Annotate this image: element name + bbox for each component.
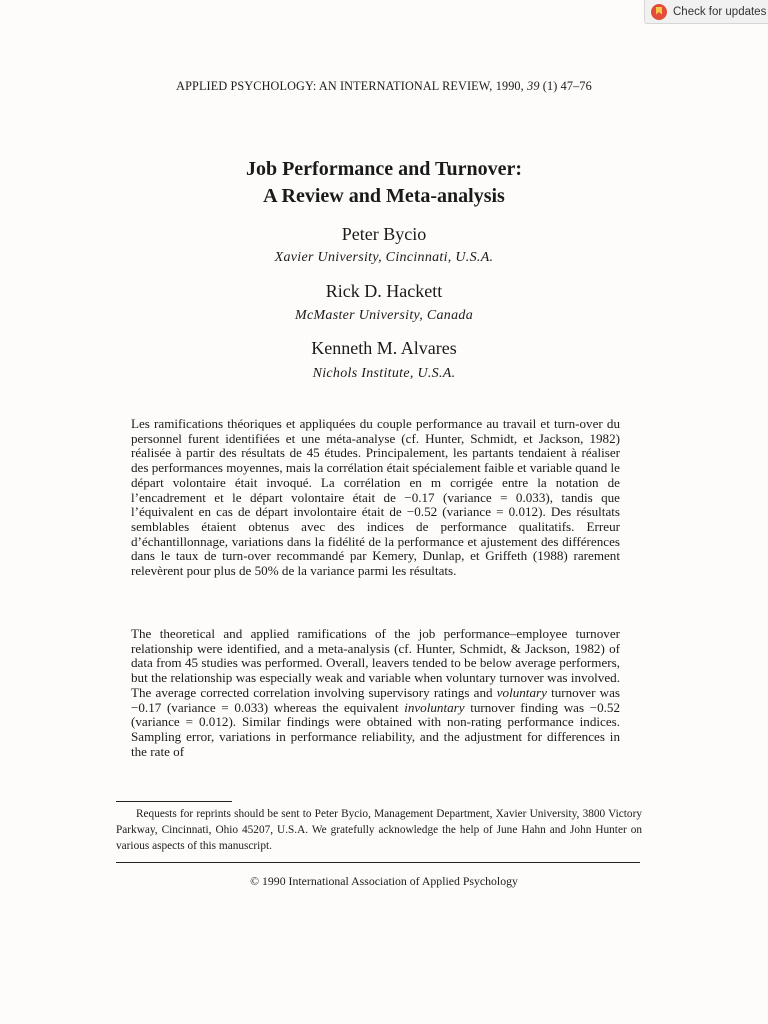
author-affiliation-2: McMaster University, Canada [294,308,474,323]
running-header [0,79,768,94]
abstract-english [131,627,620,759]
abstract-english-text-3: turnover finding was −0.52 (variance = 0.012). Similar findings were obtained with non-rating performance indices. Sampling error, variations in performance reliability, and the adjustment for differences in the rate of [131,699,621,759]
copyright-notice: © 1990 International Association of Applied Psychology [250,874,518,888]
author-name-2: Rick D. Hackett [325,281,443,301]
journal-name: APPLIED PSYCHOLOGY: AN INTERNATIONAL REVIEW, 1990, [176,79,524,93]
footnote: Requests for reprints should be sent to Peter Bycio, Management Department, Xavier University, 3800 Victory Parkway, Cincinnati, Ohio 45207, U.S.A. We gratefully acknowledge the help of June Hahn and John Hunter on various aspects of this manuscript. [116,808,642,852]
abstract-english-text-1: The theoretical and applied ramifications of the job performance–employee turnover relationship were identified, and a meta-analysis (cf. Hunter, Schmidt, & Jackson, 1982) of data from 45 studies was performed. Overall, leavers tended to be below average performers, but the relationship was especially weak and variable when voluntary turnover was involved. The average corrected correlation involving supervisory ratings and [131,626,620,700]
paper-title-line-2: A Review and Meta-analysis [263,185,505,207]
abstract-english-text-2: turnover was −0.17 (variance = 0.033) whereas the equivalent [131,684,620,715]
author-affiliation-1: Xavier University, Cincinnati, U.S.A. [274,250,494,265]
footnote-separator [116,801,232,802]
abstract-french: Les ramifications théoriques et appliquées du couple performance au travail et turn-over du personnel furent identifiées et une méta-analyse (cf. Hunter, Schmidt, et Jackson, 1982) réalisée à partir des résultats de 45 études. Principalement, les partants tendaient à réaliser des performances moyennes, mais la corrélation était spécialement faible et variable quand le départ volontaire était invoqué. La corrélation en m corrigée entre la notation de l’encadrement et le départ volontaire était de −0.17 (variance = 0.033), tandis que l’équivalent en cas de départ involontaire était de −0.52 (variance = 0.012). Des résultats semblables étaient obtenus avec des indices de performance qualitatifs. Erreur d’échantillonnage, variations dans la fidélité de la performance et ajustement des différences dans le taux de turn-over recommandé par Kemery, Dunlap, et Griffeth (1988) rarement relevèrent pour plus de 50% de la variance parmi les résultats. [131,416,620,579]
author-name-1: Peter Bycio [341,224,427,244]
journal-volume: 39 [527,79,540,93]
author-affiliation-3: Nichols Institute, U.S.A. [312,366,456,381]
check-for-updates-label: Check for updates [673,5,767,18]
check-for-updates-button[interactable] [644,0,768,24]
crossmark-icon [651,4,667,20]
emphasis-voluntary: voluntary [496,684,547,700]
journal-issue-pages: (1) 47–76 [542,79,592,93]
copyright-rule [116,862,640,863]
paper-title-line-1: Job Performance and Turnover: [245,158,523,180]
author-name-3: Kenneth M. Alvares [311,338,457,358]
emphasis-involuntary: involuntary [404,699,465,715]
